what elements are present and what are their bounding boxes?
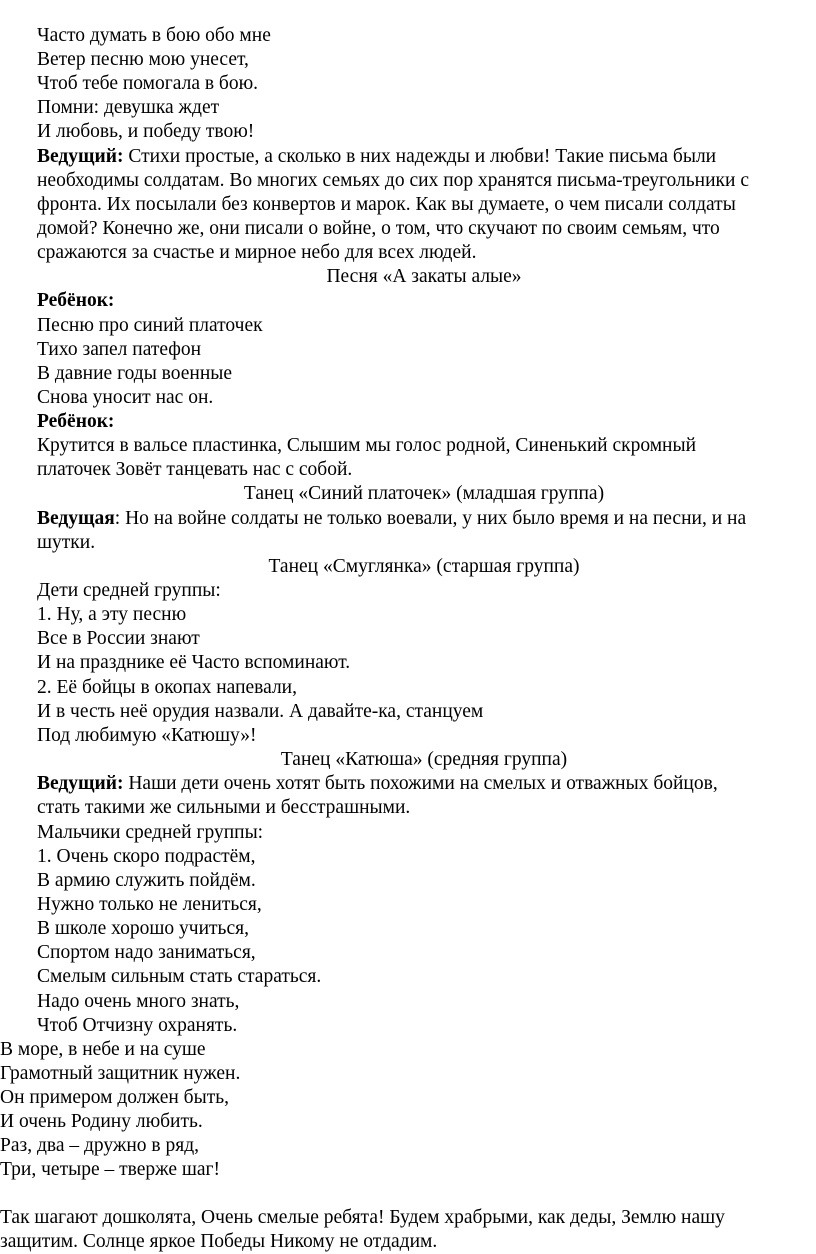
poem-line: платочек Зовёт танцевать нас с собой. xyxy=(37,459,353,480)
poem-line: 1. Очень скоро подрастём, xyxy=(37,846,256,867)
poem-line: И на празднике её Часто вспоминают. xyxy=(37,652,351,673)
host-paragraph-line xyxy=(37,772,718,796)
speaker-label: Ведущий: xyxy=(37,146,124,167)
poem-line: 1. Ну, а эту песню xyxy=(37,604,187,625)
speech-text: Стихи простые, а сколько в них надежды и любви! Такие письма были xyxy=(123,146,717,167)
host-paragraph-line: необходимы солдатам. Во многих семьях до сих пор хранятся письма-треугольники с xyxy=(37,170,749,191)
final-paragraph-line: защитим. Солнце яркое Победы Никому не отдадим. xyxy=(0,1231,438,1252)
poem-line: В давние годы военные xyxy=(37,363,233,384)
poem-line: Все в России знают xyxy=(37,628,200,649)
poem-line: Спортом надо заниматься, xyxy=(37,942,256,963)
speaker-label xyxy=(37,289,114,313)
poem-line: Помни: девушка ждет xyxy=(37,97,220,118)
speaker-bold: Ребёнок: xyxy=(37,411,115,432)
host-paragraph-line: шутки. xyxy=(37,532,96,553)
poem-line: Три, четыре – тверже шаг! xyxy=(0,1159,221,1180)
host-paragraph-line xyxy=(37,145,716,169)
poem-line: Тихо запел патефон xyxy=(37,339,202,360)
poem-line: Чтоб Отчизну охранять. xyxy=(37,1015,238,1036)
host-paragraph-line: стать такими же сильными и бесстрашными. xyxy=(37,797,411,818)
song-title: Песня «А закаты алые» xyxy=(326,266,522,287)
poem-line: Часто думать в бою обо мне xyxy=(37,25,271,46)
poem-line: 2. Её бойцы в окопах напевали, xyxy=(37,677,297,698)
speaker-bold: Ребёнок: xyxy=(37,290,115,311)
dance-title: Танец «Синий платочек» (младшая группа) xyxy=(243,483,605,504)
poem-line: В море, в небе и на суше xyxy=(0,1039,206,1060)
poem-line: Мальчики средней группы: xyxy=(37,822,264,843)
poem-line: И в честь неё орудия назвали. А давайте-ка, станцуем xyxy=(37,701,484,722)
dance-title: Танец «Смуглянка» (старшая группа) xyxy=(268,556,580,577)
poem-line: Крутится в вальсе пластинка, Слышим мы голос родной, Синенький скромный xyxy=(37,435,697,456)
host-paragraph-line xyxy=(37,507,746,531)
speaker-label: Ведущая xyxy=(37,508,115,529)
speaker-label xyxy=(37,410,114,434)
host-paragraph-line: домой? Конечно же, они писали о войне, о том, что скучают по своим семьям, что xyxy=(37,218,720,239)
poem-line: Он примером должен быть, xyxy=(0,1087,229,1108)
poem-line: Дети средней группы: xyxy=(37,580,221,601)
host-paragraph-line: фронта. Их посылали без конвертов и марок. Как вы думаете, о чем писали солдаты xyxy=(37,194,736,215)
poem-line: Снова уносит нас он. xyxy=(37,387,214,408)
poem-line: Нужно только не лениться, xyxy=(37,894,262,915)
speech-text: : Но на войне солдаты не только воевали, у них было время и на песни, и на xyxy=(114,508,747,529)
poem-line: Под любимую «Катюшу»! xyxy=(37,725,257,746)
host-paragraph-line: сражаются за счастье и мирное небо для всех людей. xyxy=(37,242,477,263)
poem-line: Раз, два – дружно в ряд, xyxy=(0,1135,200,1156)
speech-text: Наши дети очень хотят быть похожими на смелых и отважных бойцов, xyxy=(123,773,718,794)
poem-line: Песню про синий платочек xyxy=(37,315,263,336)
poem-line: Чтоб тебе помогала в бою. xyxy=(37,73,259,94)
poem-line: И очень Родину любить. xyxy=(0,1111,203,1132)
speaker-label: Ведущий: xyxy=(37,773,124,794)
poem-line: Смелым сильным стать стараться. xyxy=(37,966,322,987)
poem-line: Грамотный защитник нужен. xyxy=(0,1063,241,1084)
poem-line: Ветер песню мою унесет, xyxy=(37,49,249,70)
poem-line: И любовь, и победу твою! xyxy=(37,121,255,142)
poem-line: В армию служить пойдём. xyxy=(37,870,256,891)
final-paragraph-line: Так шагают дошколята, Очень смелые ребята! Будем храбрыми, как деды, Землю нашу xyxy=(0,1207,725,1228)
poem-line: Надо очень много знать, xyxy=(37,991,240,1012)
dance-title: Танец «Катюша» (средняя группа) xyxy=(280,749,568,770)
poem-line: В школе хорошо учиться, xyxy=(37,918,249,939)
